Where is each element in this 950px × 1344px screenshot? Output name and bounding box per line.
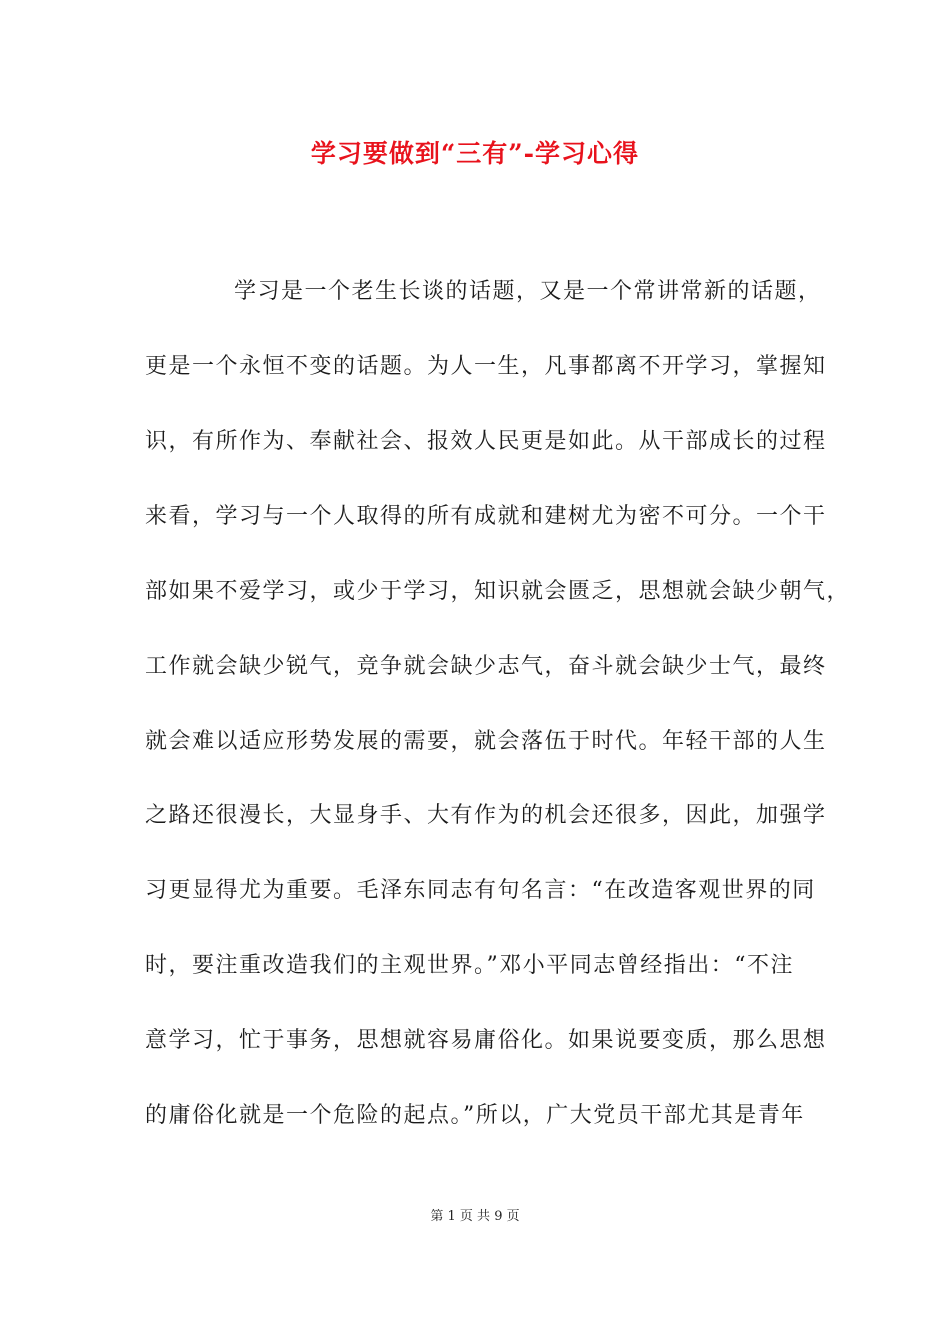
- paragraph-line-12: 的庸俗化就是一个危险的起点。”所以，广大党员干部尤其是青年: [145, 1103, 805, 1128]
- document-title: 学习要做到“三有”-学习心得: [310, 139, 640, 168]
- paragraph-line-9: 习更显得尤为重要。毛泽东同志有句名言：“在改造客观世界的同: [145, 878, 816, 903]
- page-number-footer: 第 1 页 共 9 页: [430, 1209, 520, 1224]
- paragraph-line-1: 学习是一个老生长谈的话题，又是一个常讲常新的话题，: [234, 279, 822, 304]
- paragraph-line-2: 更是一个永恒不变的话题。为人一生，凡事都离不开学习，掌握知: [145, 354, 827, 379]
- paragraph-line-3: 识，有所作为、奉献社会、报效人民更是如此。从干部成长的过程: [145, 429, 827, 454]
- paragraph-line-7: 就会难以适应形势发展的需要，就会落伍于时代。年轻干部的人生: [145, 729, 827, 754]
- paragraph-line-5: 部如果不爱学习，或少于学习，知识就会匮乏，思想就会缺少朝气，: [145, 579, 851, 604]
- paragraph-line-8: 之路还很漫长，大显身手、大有作为的机会还很多，因此，加强学: [145, 803, 827, 828]
- paragraph-line-4: 来看，学习与一个人取得的所有成就和建树尤为密不可分。一个干: [145, 504, 827, 529]
- paragraph-line-6: 工作就会缺少锐气，竞争就会缺少志气，奋斗就会缺少士气，最终: [145, 654, 827, 679]
- paragraph-line-11: 意学习，忙于事务，思想就容易庸俗化。如果说要变质，那么思想: [145, 1028, 827, 1053]
- paragraph-line-10: 时，要注重改造我们的主观世界。”邓小平同志曾经指出：“不注: [145, 953, 794, 978]
